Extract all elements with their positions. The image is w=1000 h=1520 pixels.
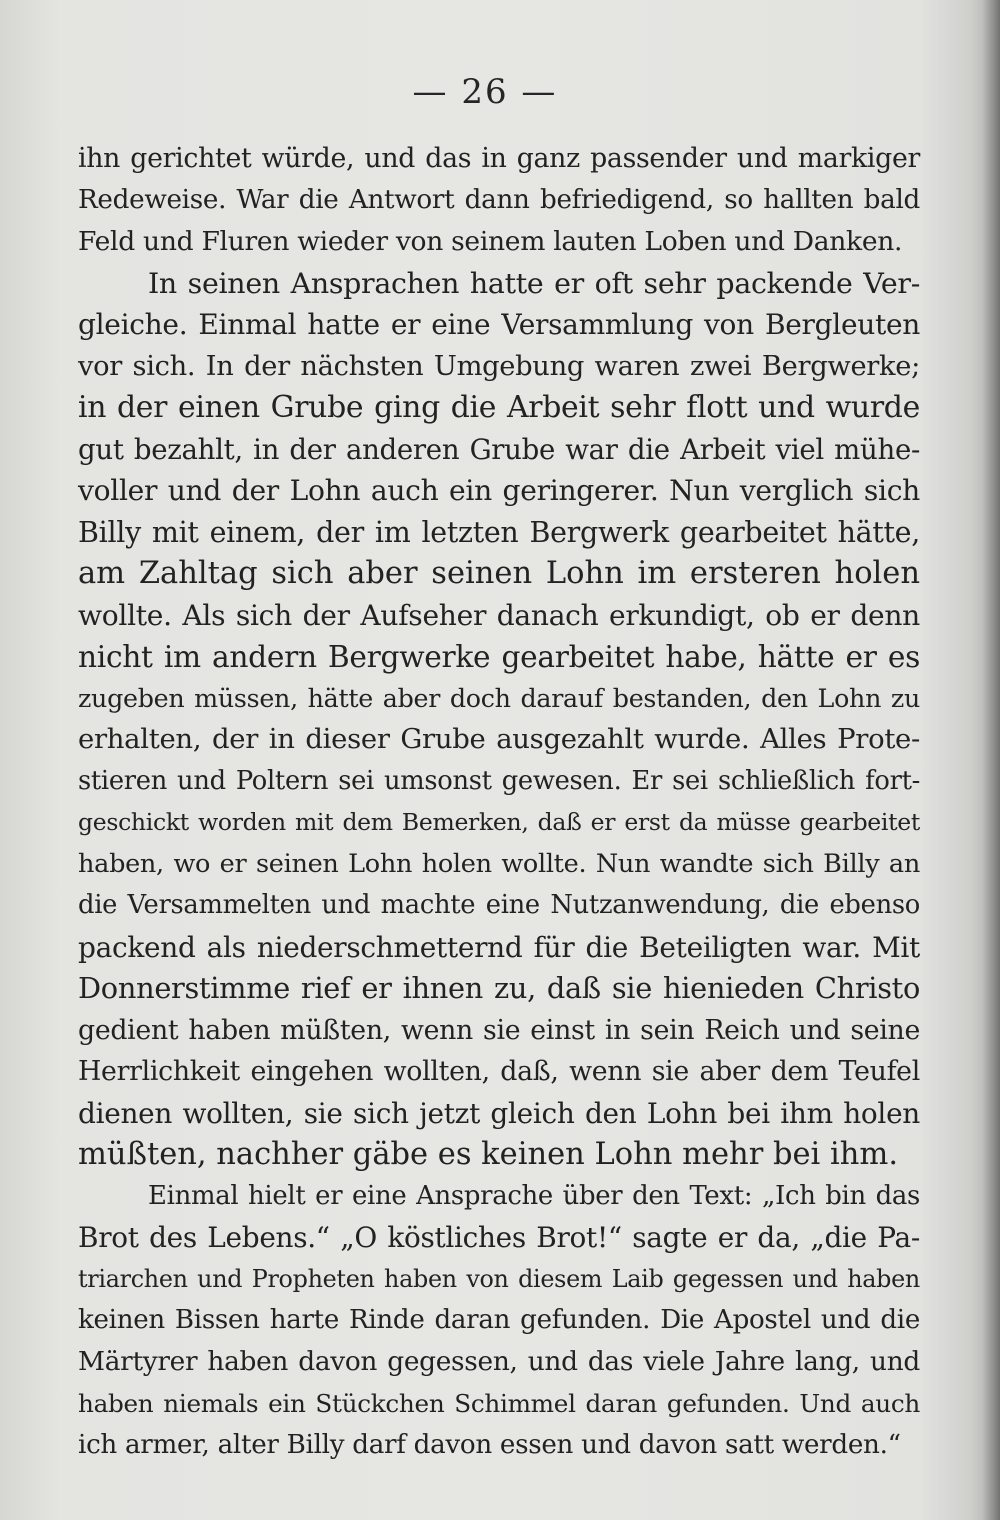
text-line: ihn gerichtet würde, und das in ganz passender und markiger: [78, 143, 920, 174]
text-line: triarchen und Propheten haben von diesem Laib gegessen und haben: [78, 1264, 920, 1293]
text-line: zugeben müssen, hätte aber doch darauf bestanden, den Lohn zu: [78, 682, 920, 713]
text-line: ich armer, alter Billy darf davon essen und davon satt werden.“: [78, 1429, 901, 1460]
text-line: haben niemals ein Stückchen Schimmel daran gefunden. Und auch: [78, 1389, 920, 1418]
text-line: Märtyrer haben davon gegessen, und das viele Jahre lang, und: [78, 1346, 920, 1377]
text-line: geschickt worden mit dem Bemerken, daß er erst da müsse gearbeitet: [78, 808, 920, 836]
text-line: in der einen Grube ging die Arbeit sehr flott und wurde: [78, 390, 920, 425]
text-line: packend als niederschmetternd für die Beteiligten war. Mit: [78, 930, 920, 964]
text-line: nicht im andern Bergwerke gearbeitet habe, hätte er es: [78, 639, 920, 674]
text-line: gut bezahlt, in der anderen Grube war die Arbeit viel mühe-: [78, 432, 920, 466]
text-line: am Zahltag sich aber seinen Lohn im ersteren holen: [78, 556, 920, 591]
text-line: Einmal hielt er eine Ansprache über den Text: „Ich bin das: [148, 1180, 920, 1211]
text-line: Redeweise. War die Antwort dann befriedigend, so hallten bald: [78, 184, 920, 215]
text-line: Donnerstimme rief er ihnen zu, daß sie hienieden Christo: [78, 971, 920, 1005]
text-line: Herrlichkeit eingehen wollten, daß, wenn sie aber dem Teufel: [78, 1056, 920, 1087]
text-line: voller und der Lohn auch ein geringerer. Nun verglich sich: [78, 474, 920, 507]
paragraph-2: [78, 263, 920, 1176]
text-line: haben, wo er seinen Lohn holen wollte. Nun wandte sich Billy an: [78, 848, 920, 879]
text-line: Brot des Lebens.“ „O köstliches Brot!“ sagte er da, „die Pa-: [78, 1221, 920, 1254]
paragraph-1: [78, 138, 920, 263]
text-line: In seinen Ansprachen hatte er oft sehr packende Ver-: [148, 266, 920, 300]
text-line: dienen wollten, sie sich jetzt gleich den Lohn bei ihm holen: [78, 1096, 920, 1130]
text-line: gleiche. Einmal hatte er eine Versammlung von Bergleuten: [78, 308, 920, 341]
text-line: müßten, nachher gäbe es keinen Lohn mehr bei ihm.: [78, 1137, 899, 1172]
paragraph-3: [78, 1176, 920, 1467]
text-line: erhalten, der in dieser Grube ausgezahlt wurde. Alles Prote-: [78, 724, 920, 755]
text-line: keinen Bissen harte Rinde daran gefunden. Die Apostel und die: [78, 1305, 920, 1335]
page-number: — 26 —: [412, 72, 558, 112]
text-line: wollte. Als sich der Aufseher danach erkundigt, ob er denn: [78, 598, 920, 632]
text-line: die Versammelten und machte eine Nutzanwendung, die ebenso: [78, 890, 920, 920]
text-line: stieren und Poltern sei umsonst gewesen. Er sei schließlich fort-: [78, 765, 920, 796]
page-edge-shadow: [982, 0, 1000, 1520]
body-text: [78, 138, 920, 1466]
text-line: vor sich. In der nächsten Umgebung waren zwei Bergwerke;: [78, 350, 920, 382]
text-line: Billy mit einem, der im letzten Bergwerk gearbeitet hätte,: [78, 515, 920, 549]
text-line: Feld und Fluren wieder von seinem lauten Loben und Danken.: [78, 226, 903, 257]
text-line: gedient haben müßten, wenn sie einst in sein Reich und seine: [78, 1014, 920, 1046]
